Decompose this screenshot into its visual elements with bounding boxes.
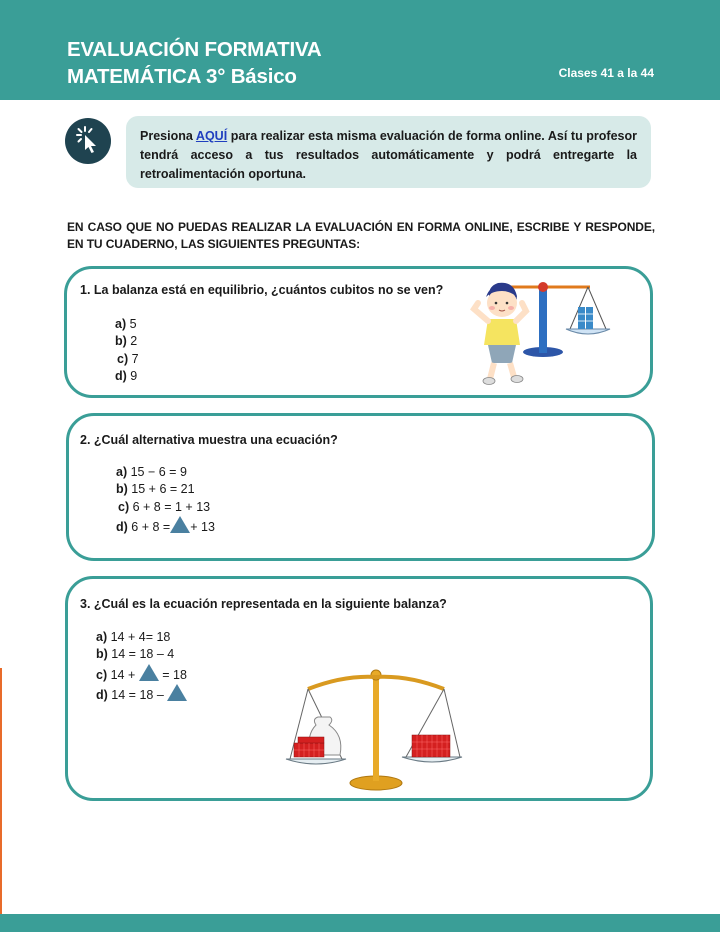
question-2-box bbox=[66, 413, 655, 561]
question-3-title: 3. ¿Cuál es la ecuación representada en la siguiente balanza? bbox=[80, 597, 447, 611]
online-info-box bbox=[126, 116, 651, 188]
aqui-link[interactable]: AQUÍ bbox=[195, 129, 228, 143]
triangle-unknown-icon bbox=[167, 684, 187, 701]
option-c[interactable]: c) 6 + 8 = 1 + 13 bbox=[118, 499, 211, 514]
question-2-options bbox=[116, 464, 215, 537]
question-1-title: 1. La balanza está en equilibrio, ¿cuántos cubitos no se ven? bbox=[80, 283, 444, 297]
option-d[interactable]: d) 9 bbox=[115, 369, 138, 384]
question-2-title: 2. ¿Cuál alternativa muestra una ecuación? bbox=[80, 433, 338, 447]
option-c[interactable]: c) 14 + = 18 bbox=[96, 664, 187, 684]
triangle-unknown-icon bbox=[139, 664, 159, 681]
option-b[interactable]: b) 15 + 6 = 21 bbox=[116, 482, 195, 497]
info-prefix: Presiona bbox=[140, 129, 196, 143]
option-d[interactable]: d) 14 = 18 – bbox=[96, 684, 187, 704]
title-line-2: MATEMÁTICA 3° Básico bbox=[67, 65, 297, 88]
info-suffix: para realizar esta misma evaluación de forma online. Así tu profesor tendrá acceso a tus resultados automáticamente y podrá entregarte la retroalimentación oportuna. bbox=[140, 129, 637, 181]
question-1-box bbox=[64, 266, 653, 398]
triangle-unknown-icon bbox=[170, 516, 190, 533]
scale-balance-illustration bbox=[284, 665, 464, 795]
question-1-options bbox=[115, 316, 139, 386]
clases-label: Clases 41 a la 44 bbox=[558, 66, 654, 80]
click-cursor-icon bbox=[65, 118, 111, 164]
footer-bar bbox=[0, 914, 720, 932]
question-3-options bbox=[96, 629, 187, 705]
title-line-1: EVALUACIÓN FORMATIVA bbox=[67, 38, 322, 61]
question-3-box bbox=[65, 576, 653, 801]
option-a[interactable]: a) 14 + 4= 18 bbox=[96, 630, 171, 644]
page-title bbox=[67, 36, 322, 90]
option-a[interactable]: a) 15 − 6 = 9 bbox=[116, 465, 187, 479]
left-accent-line bbox=[0, 668, 2, 914]
header-bar bbox=[0, 0, 720, 100]
instructions-text: EN CASO QUE NO PUEDAS REALIZAR LA EVALUACIÓN EN FORMA ONLINE, ESCRIBE Y RESPONDE, EN TU CUADERNO, LAS SIGUIENTES PREGUNTAS: bbox=[67, 220, 655, 251]
option-c[interactable]: c) 7 bbox=[117, 351, 139, 366]
boy-balance-illustration bbox=[460, 279, 620, 394]
option-b[interactable]: b) 14 = 18 – 4 bbox=[96, 647, 175, 662]
option-a[interactable]: a) 5 bbox=[115, 317, 137, 331]
option-d[interactable]: d) 6 + 8 = + 13 bbox=[116, 516, 215, 536]
option-b[interactable]: b) 2 bbox=[115, 334, 138, 349]
